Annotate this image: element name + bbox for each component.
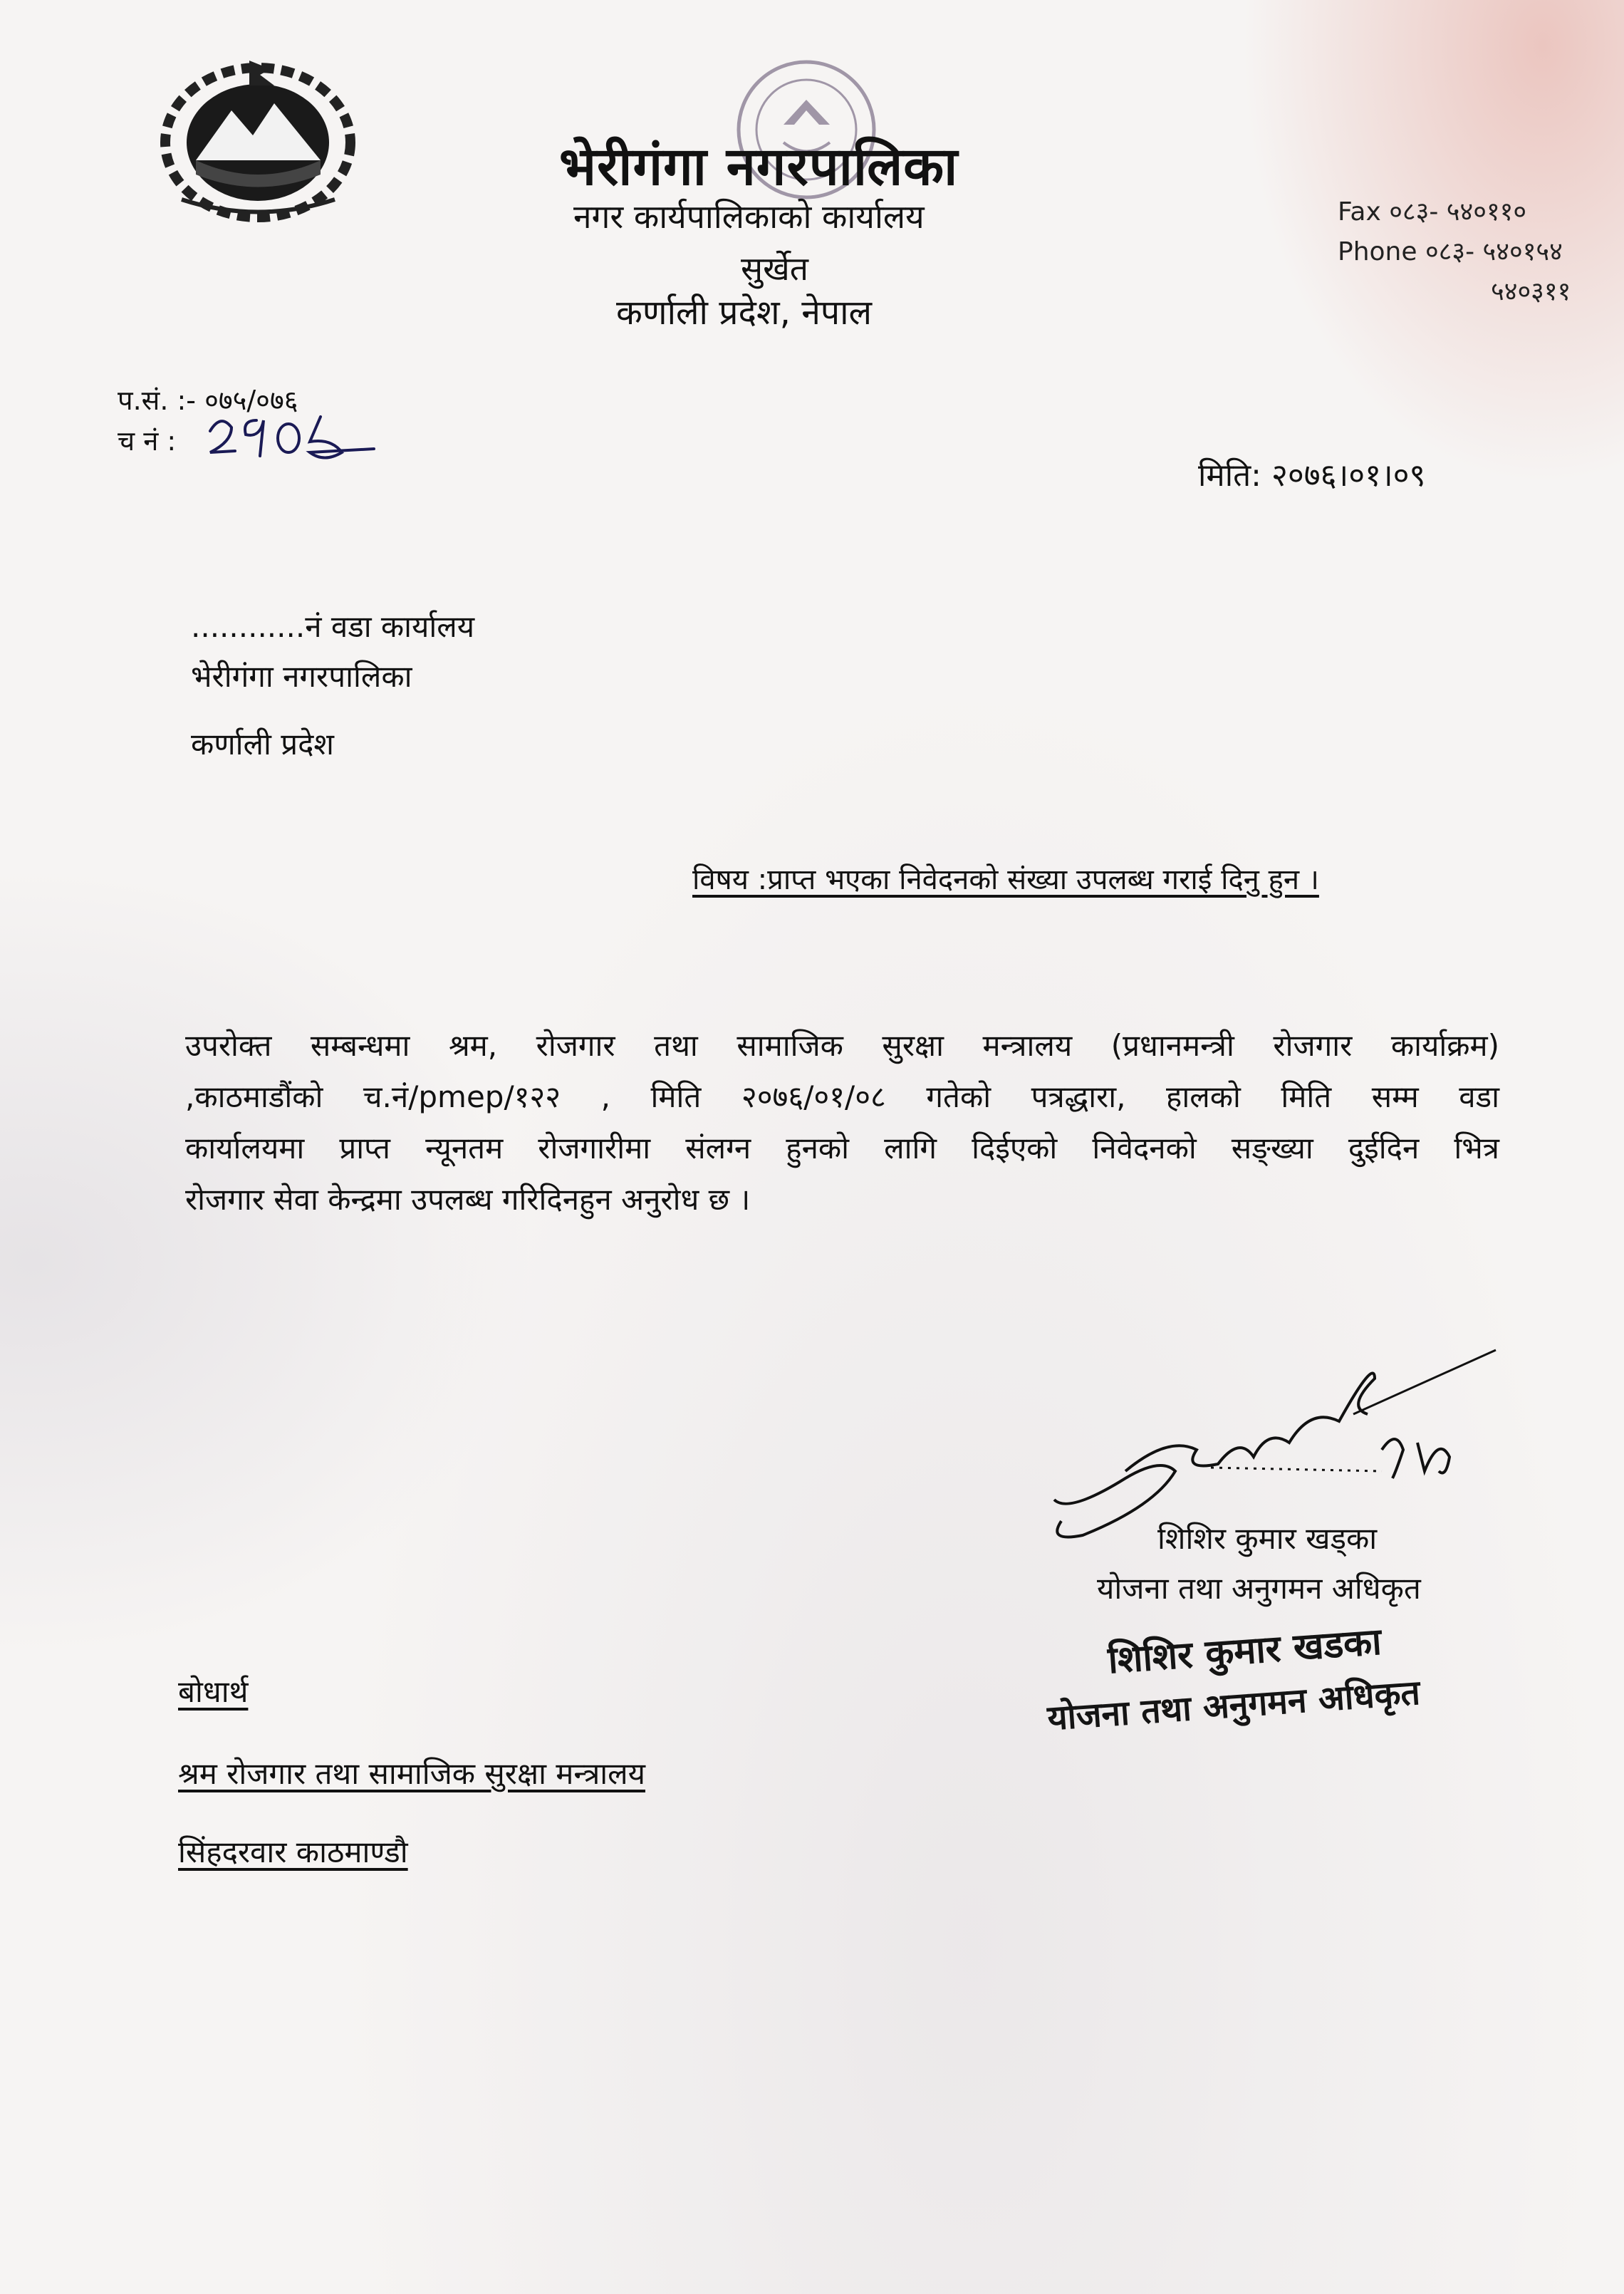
signatory-name: शिशिर कुमार खड्का (1157, 1521, 1378, 1556)
cc-ministry: श्रम रोजगार तथा सामाजिक सुरक्षा मन्त्रालय (178, 1756, 645, 1791)
province-country: कर्णाली प्रदेश, नेपाल (616, 293, 873, 333)
stamp-name: शिशिर कुमार खडका (1106, 1620, 1383, 1683)
letter-date: मिति: २०७६।०१।०९ (1198, 457, 1426, 494)
phone-number-extra: ५४०३११ (1491, 277, 1571, 306)
body-line: उपरोक्त सम्बन्धमा श्रम, रोजगार तथा सामाजिक सुरक्षा मन्त्रालय (प्रधानमन्त्री रोजगार कार्याक्रम) (185, 1028, 1499, 1063)
cc-label: बोधार्थ (178, 1674, 249, 1709)
phone-number: Phone ०८३- ५४०१५४ (1338, 237, 1563, 266)
body-line: रोजगार सेवा केन्द्रमा उपलब्ध गरिदिनहुन अनुरोध छ । (185, 1182, 751, 1217)
contact-block (1338, 192, 1571, 312)
recipient-ward-office: ............नं वडा कार्यालय (191, 609, 475, 644)
signatory-rubber-stamp (1040, 1617, 1496, 1753)
signatory-title: योजना तथा अनुगमन अधिकृत (1097, 1571, 1421, 1606)
body-line: कार्यालयमा प्राप्त न्यूनतम रोजगारीमा संलग्न हुनको लागि दिईएको निवेदनको सङ्ख्या दुईदिन भित्र (185, 1131, 1499, 1166)
cc-location: सिंहदरवार काठमाण्डौ (178, 1834, 408, 1869)
nepal-emblem-icon (153, 53, 363, 228)
organization-name: भेरीगंगा नगरपालिका (559, 136, 959, 197)
stamp-title: योजना तथा अनुगमन अधिकृत (1046, 1672, 1422, 1739)
fiscal-year-reference: प.सं. :- ०७५/०७६ (118, 385, 298, 416)
handwritten-dispatch-number (203, 410, 381, 467)
office-name: नगर कार्यपालिकाको कार्यालय (573, 197, 925, 236)
body-line: ,काठमाडौंको च.नं/pmep/१२२ , मिति २०७६/०१/०८ गतेको पत्रद्धारा, हालको मिति सम्म वडा (185, 1079, 1499, 1114)
recipient-province: कर्णाली प्रदेश (191, 727, 334, 762)
dispatch-number-label: च नं : (118, 425, 177, 457)
letter-subject: विषय :प्राप्त भएका निवेदनको संख्या उपलब्ध गराई दिनु हुन । (692, 863, 1319, 896)
fax-number: Fax ०८३- ५४०११० (1338, 197, 1527, 227)
city-name: सुर्खेत (741, 249, 808, 288)
recipient-municipality: भेरीगंगा नगरपालिका (191, 659, 412, 694)
